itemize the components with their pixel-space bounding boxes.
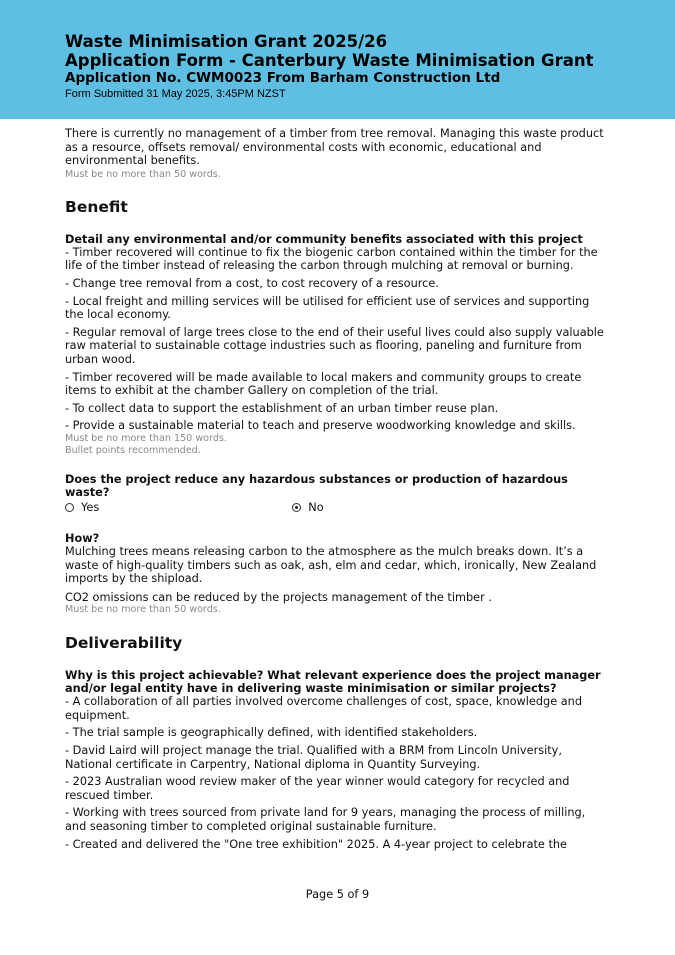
intro-word-limit-note: Must be no more than 50 words. bbox=[65, 168, 221, 180]
benefit-answer-line: - Regular removal of large trees close to the end of their useful lives could also supply valuable raw material to sustainable cottage industries such as flooring, paneling and furniture from urban wood. bbox=[65, 325, 604, 366]
deliverability-question: Why is this project achievable? What relevant experience does the project manager and/or legal entity have in delivering waste minimisation or similar projects? bbox=[65, 669, 601, 696]
hazard-radio-group bbox=[65, 500, 610, 515]
how-answer-line: CO2 omissions can be reduced by the projects management of the timber . bbox=[65, 590, 492, 604]
benefit-answer-line: - Timber recovered will continue to fix the biogenic carbon contained within the timber for the life of the timber instead of releasing the carbon through mulching at removal or burning. bbox=[65, 245, 598, 273]
radio-yes-label: Yes bbox=[81, 500, 100, 514]
submission-date: Form Submitted 31 May 2025, 3:45PM NZST bbox=[65, 88, 286, 100]
benefit-answer bbox=[65, 246, 610, 433]
grant-title: Waste Minimisation Grant 2025/26 bbox=[65, 32, 388, 51]
form-content bbox=[65, 127, 610, 855]
intro-answer: There is currently no management of a timber from tree removal. Managing this waste product as a resource, offsets removal/ environmental costs with economic, educational and environmental benefits. bbox=[65, 127, 604, 168]
how-label: How? bbox=[65, 531, 100, 545]
benefit-question: Detail any environmental and/or community benefits associated with this project bbox=[65, 232, 583, 246]
application-number: Application No. CWM0023 From Barham Construction Ltd bbox=[65, 70, 501, 86]
page-number: Page 5 of 9 bbox=[305, 888, 370, 901]
hazard-option-yes[interactable] bbox=[65, 500, 99, 515]
radio-yes[interactable] bbox=[65, 503, 74, 512]
benefit-answer-line: - Local freight and milling services will be utilised for efficient use of services and supporting the local economy. bbox=[65, 294, 590, 322]
benefit-answer-line: - To collect data to support the establishment of an urban timber reuse plan. bbox=[65, 401, 499, 415]
radio-no-label: No bbox=[308, 500, 324, 514]
benefit-heading: Benefit bbox=[65, 197, 128, 216]
deliverability-answer-line: - A collaboration of all parties involved overcome challenges of cost, space, knowledge and equipment. bbox=[65, 695, 583, 722]
benefit-answer-line: - Provide a sustainable material to teach and preserve woodworking knowledge and skills. bbox=[65, 419, 576, 433]
deliverability-answer bbox=[65, 695, 610, 851]
benefit-answer-line: - Timber recovered will be made available to local makers and community groups to create items to exhibit at the chamber Gallery on completion of the trial. bbox=[65, 370, 582, 398]
deliverability-heading: Deliverability bbox=[65, 634, 183, 653]
how-answer-line: Mulching trees means releasing carbon to the atmosphere as the mulch breaks down. It’s a waste of high-quality timbers such as oak, ash, elm and cedar, which, ironically, New Zealand imports by the shipload. bbox=[65, 544, 597, 586]
deliverability-answer-line: - Created and delivered the "One tree exhibition" 2025. A 4-year project to celebrate the bbox=[65, 837, 567, 851]
how-word-limit-note: Must be no more than 50 words. bbox=[65, 604, 221, 616]
deliverability-answer-line: - 2023 Australian wood review maker of the year winner would category for recycled and rescued timber. bbox=[65, 775, 570, 802]
form-title: Application Form - Canterbury Waste Minimisation Grant bbox=[65, 51, 594, 70]
radio-no-selected[interactable] bbox=[292, 503, 301, 512]
benefit-answer-line: - Change tree removal from a cost, to cost recovery of a resource. bbox=[65, 276, 439, 290]
form-header bbox=[0, 0, 675, 119]
benefit-bullet-note: Bullet points recommended. bbox=[65, 444, 201, 456]
deliverability-answer-line: - Working with trees sourced from private land for 9 years, managing the process of milling, and seasoning timber to completed original sustainable furniture. bbox=[65, 806, 586, 834]
hazard-option-no[interactable] bbox=[292, 500, 323, 515]
deliverability-answer-line: - The trial sample is geographically defined, with identified stakeholders. bbox=[65, 726, 478, 740]
benefit-word-limit-note: Must be no more than 150 words. bbox=[65, 432, 227, 444]
hazard-question: Does the project reduce any hazardous substances or production of hazardous waste? bbox=[65, 472, 568, 499]
deliverability-answer-line: - David Laird will project manage the trial. Qualified with a BRM from Lincoln University, National certificate in Carpentry, National diploma in Quantity Surveying. bbox=[65, 744, 562, 771]
